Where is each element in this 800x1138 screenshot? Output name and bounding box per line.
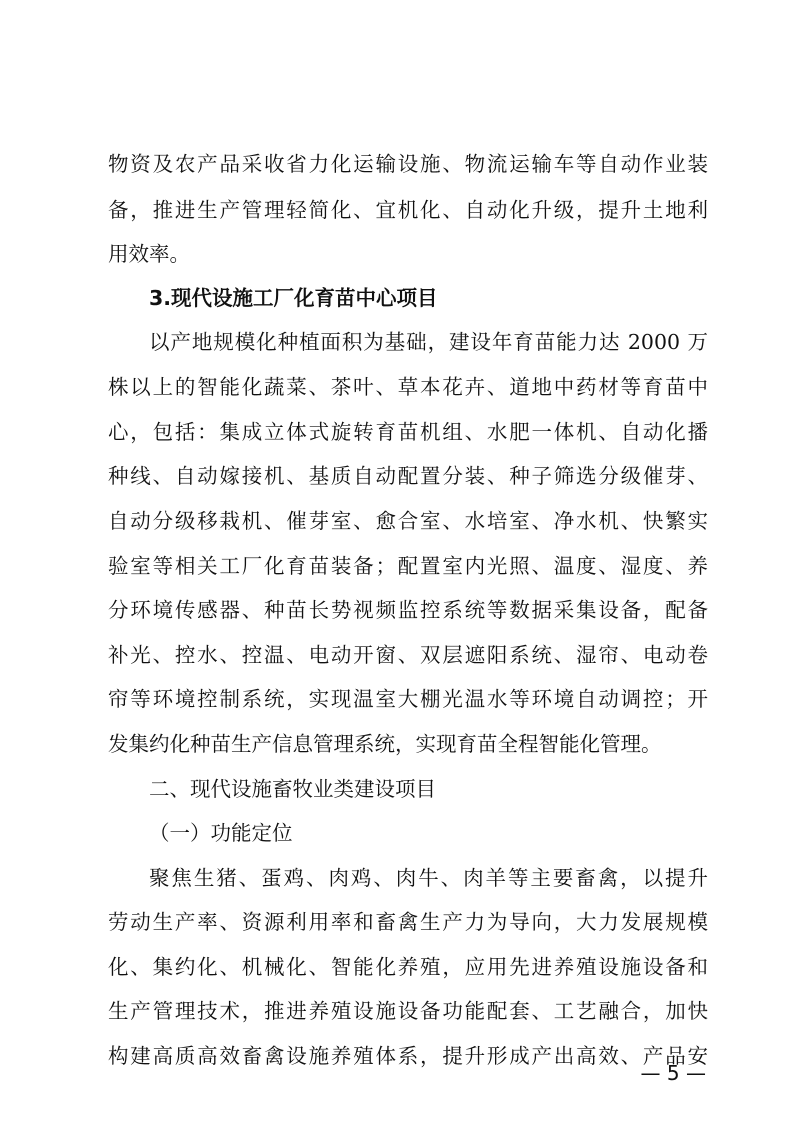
paragraph-line: 帘等环境控制系统，实现温室大棚光温水等环境自动调控；开 [108, 687, 708, 711]
paragraph-line: 自动分级移栽机、催芽室、愈合室、水培室、净水机、快繁实 [108, 509, 708, 533]
paragraph-line: 物资及农产品采收省力化运输设施、物流运输车等自动作业装 [108, 152, 708, 176]
paragraph-line: 发集约化种苗生产信息管理系统，实现育苗全程智能化管理。 [108, 732, 662, 756]
paragraph-line: 以产地规模化种植面积为基础，建设年育苗能力达 2000 万 [149, 330, 708, 354]
section-heading: 二、现代设施畜牧业类建设项目 [149, 777, 436, 801]
paragraph-line: 分环境传感器、种苗长势视频监控系统等数据采集设备，配备 [108, 598, 708, 622]
paragraph-line: 补光、控水、控温、电动开窗、双层遮阳系统、湿帘、电动卷 [108, 643, 708, 667]
paragraph-line: 化、集约化、机械化、智能化养殖，应用先进养殖设施设备和 [108, 955, 708, 979]
paragraph-line: 生产管理技术，推进养殖设施设备功能配套、工艺融合，加快 [108, 999, 708, 1023]
subsection-heading: （一）功能定位 [149, 821, 293, 845]
page-number: — 5 — [640, 1061, 706, 1085]
section-heading: 3.现代设施工厂化育苗中心项目 [149, 286, 438, 310]
paragraph-line: 构建高质高效畜禽设施养殖体系，提升形成产出高效、产品安 [108, 1044, 708, 1068]
paragraph-line: 备，推进生产管理轻简化、宜机化、自动化升级，提升土地利 [108, 198, 708, 222]
paragraph-line: 心，包括：集成立体式旋转育苗机组、水肥一体机、自动化播 [108, 420, 708, 444]
paragraph-line: 用效率。 [108, 242, 190, 266]
paragraph-line: 聚焦生猪、蛋鸡、肉鸡、肉牛、肉羊等主要畜禽，以提升 [149, 866, 708, 890]
paragraph-line: 验室等相关工厂化育苗装备；配置室内光照、温度、湿度、养 [108, 554, 708, 578]
paragraph-line: 劳动生产率、资源利用率和畜禽生产力为导向，大力发展规模 [108, 910, 708, 934]
paragraph-line: 株以上的智能化蔬菜、茶叶、草本花卉、道地中药材等育苗中 [108, 375, 708, 399]
paragraph-line: 种线、自动嫁接机、基质自动配置分装、种子筛选分级催芽、 [108, 464, 708, 488]
